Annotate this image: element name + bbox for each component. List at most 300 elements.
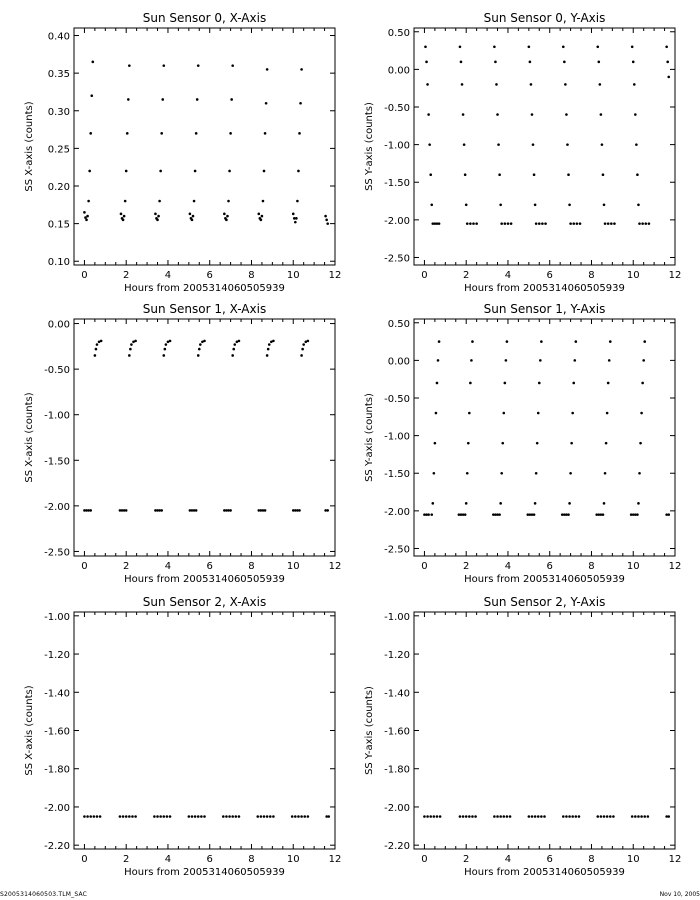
- data-point: [566, 143, 569, 146]
- data-point: [160, 132, 163, 135]
- data-point: [466, 472, 469, 475]
- x-tick-label: 12: [668, 270, 682, 281]
- data-point: [600, 815, 603, 818]
- data-point: [437, 359, 440, 362]
- data-point: [434, 442, 437, 445]
- data-point: [272, 340, 275, 343]
- y-tick-label: 0.15: [47, 219, 70, 231]
- data-point: [604, 472, 607, 475]
- y-tick-label: 0.00: [387, 65, 410, 77]
- y-tick-label: -2.00: [384, 802, 410, 814]
- data-point: [535, 222, 538, 225]
- data-point: [119, 815, 122, 818]
- data-point: [465, 204, 468, 207]
- data-point: [493, 815, 496, 818]
- y-tick-label: -1.40: [384, 688, 410, 700]
- x-tick-label: 0: [421, 561, 428, 572]
- x-axis-label: Hours from 2005314060505939: [464, 574, 625, 585]
- chart-title: Sun Sensor 0, X-Axis: [142, 11, 267, 25]
- data-point: [324, 215, 327, 218]
- y-tick-label: -1.80: [44, 764, 70, 776]
- data-point: [158, 200, 161, 203]
- data-point: [602, 173, 605, 176]
- x-tick-label: 2: [123, 270, 130, 281]
- data-point: [89, 815, 92, 818]
- data-point: [196, 98, 199, 101]
- data-point: [540, 340, 543, 343]
- data-point: [465, 815, 468, 818]
- data-point: [83, 211, 86, 214]
- data-point: [496, 815, 499, 818]
- data-point: [468, 815, 471, 818]
- x-tick-label: 8: [588, 270, 595, 281]
- data-point: [193, 200, 196, 203]
- data-point: [229, 132, 232, 135]
- data-point: [596, 46, 599, 49]
- data-point: [667, 76, 670, 79]
- y-tick-label: -0.50: [384, 394, 410, 405]
- data-point: [292, 213, 295, 216]
- data-point: [128, 815, 131, 818]
- data-point: [466, 222, 469, 225]
- data-point: [648, 222, 651, 225]
- data-point: [127, 98, 130, 101]
- data-point: [85, 219, 88, 222]
- data-point: [427, 113, 430, 116]
- data-point: [197, 815, 200, 818]
- data-point: [499, 815, 502, 818]
- y-tick-label: -2.20: [384, 841, 410, 853]
- data-point: [565, 815, 568, 818]
- x-tick-label: 10: [626, 854, 640, 865]
- chart-panel-3: [364, 302, 681, 585]
- data-point: [134, 815, 137, 818]
- data-point: [436, 382, 439, 385]
- data-point: [641, 222, 644, 225]
- data-point: [609, 815, 612, 818]
- data-point: [169, 340, 172, 343]
- data-point: [131, 815, 134, 818]
- x-tick-label: 4: [164, 270, 172, 281]
- data-point: [169, 815, 172, 818]
- data-point: [578, 815, 581, 818]
- x-tick-label: 0: [421, 270, 428, 281]
- data-point: [233, 343, 236, 346]
- plot-frame: [74, 319, 335, 556]
- y-tick-label: -1.40: [44, 688, 70, 700]
- chart-title: Sun Sensor 0, Y-Axis: [483, 11, 606, 25]
- data-point: [125, 170, 128, 173]
- x-tick-label: 6: [206, 854, 213, 865]
- data-point: [267, 348, 270, 351]
- data-point: [161, 98, 164, 101]
- data-point: [498, 513, 501, 516]
- y-tick-label: -1.60: [384, 726, 410, 738]
- data-point: [298, 132, 301, 135]
- x-tick-label: 12: [668, 854, 682, 865]
- y-axis-label: SS X-axis (counts): [24, 685, 35, 776]
- data-point: [194, 815, 197, 818]
- data-point: [299, 102, 302, 105]
- plot-frame: [74, 28, 335, 265]
- data-point: [227, 200, 230, 203]
- data-point: [189, 213, 192, 216]
- data-point: [162, 815, 165, 818]
- data-point: [430, 204, 433, 207]
- data-point: [126, 132, 129, 135]
- x-tick-label: 10: [286, 561, 300, 572]
- data-point: [469, 222, 472, 225]
- data-point: [222, 815, 225, 818]
- data-point: [537, 412, 540, 415]
- data-point: [534, 502, 537, 505]
- data-point: [198, 348, 201, 351]
- data-point: [87, 200, 90, 203]
- data-point: [562, 815, 565, 818]
- data-point: [326, 222, 329, 225]
- data-point: [262, 200, 265, 203]
- x-tick-label: 0: [81, 270, 88, 281]
- chart-panel-5: [364, 595, 681, 878]
- x-tick-label: 6: [546, 854, 553, 865]
- data-point: [327, 815, 330, 818]
- data-point: [575, 815, 578, 818]
- data-point: [295, 217, 298, 220]
- data-point: [596, 815, 599, 818]
- data-point: [96, 343, 99, 346]
- data-point: [159, 170, 162, 173]
- data-point: [230, 98, 233, 101]
- data-point: [597, 61, 600, 64]
- x-tick-label: 6: [546, 270, 553, 281]
- data-point: [165, 343, 168, 346]
- x-tick-label: 2: [123, 854, 130, 865]
- data-point: [533, 173, 536, 176]
- data-point: [609, 340, 612, 343]
- data-point: [634, 113, 637, 116]
- data-point: [579, 222, 582, 225]
- y-tick-label: 0.00: [387, 356, 410, 368]
- data-point: [256, 815, 259, 818]
- y-tick-label: -1.50: [44, 456, 70, 468]
- y-tick-label: -1.50: [384, 469, 410, 481]
- y-axis-label: SS Y-axis (counts): [364, 393, 375, 482]
- data-point: [604, 222, 607, 225]
- data-point: [426, 815, 429, 818]
- data-point: [269, 815, 272, 818]
- y-tick-label: 0.40: [47, 31, 70, 43]
- x-tick-label: 2: [463, 270, 470, 281]
- data-point: [130, 343, 133, 346]
- data-point: [439, 815, 442, 818]
- data-point: [223, 213, 226, 216]
- data-point: [667, 815, 670, 818]
- data-point: [429, 173, 432, 176]
- data-point: [506, 815, 509, 818]
- x-tick-label: 6: [206, 561, 213, 572]
- x-tick-label: 12: [328, 854, 342, 865]
- data-point: [507, 222, 510, 225]
- data-point: [159, 815, 162, 818]
- data-point: [612, 815, 615, 818]
- data-point: [643, 815, 646, 818]
- data-point: [601, 143, 604, 146]
- data-point: [635, 143, 638, 146]
- y-tick-label: 0.30: [47, 106, 70, 118]
- data-point: [572, 382, 575, 385]
- data-point: [505, 359, 508, 362]
- data-point: [639, 442, 642, 445]
- data-point: [637, 204, 640, 207]
- data-point: [428, 143, 431, 146]
- data-point: [667, 513, 670, 516]
- data-point: [231, 354, 234, 357]
- data-point: [642, 359, 645, 362]
- data-point: [563, 61, 566, 64]
- data-point: [300, 68, 303, 71]
- data-point: [538, 222, 541, 225]
- data-point: [294, 815, 297, 818]
- data-point: [156, 815, 159, 818]
- chart-panel-2: [24, 302, 341, 585]
- data-point: [194, 170, 197, 173]
- y-tick-label: -1.00: [44, 410, 70, 422]
- data-point: [134, 340, 137, 343]
- y-tick-label: -2.00: [384, 506, 410, 518]
- data-point: [569, 472, 572, 475]
- data-point: [572, 222, 575, 225]
- x-tick-label: 0: [421, 854, 428, 865]
- x-tick-label: 12: [328, 561, 342, 572]
- data-point: [160, 509, 163, 512]
- data-point: [297, 815, 300, 818]
- y-tick-label: -2.00: [44, 802, 70, 814]
- data-point: [665, 46, 668, 49]
- data-point: [430, 513, 433, 516]
- plot-frame: [74, 612, 335, 849]
- footer-filename: S2005314060503.TLM_SAC: [0, 891, 88, 898]
- data-point: [501, 442, 504, 445]
- x-axis-label: Hours from 2005314060505939: [124, 283, 285, 294]
- data-point: [499, 502, 502, 505]
- data-point: [564, 83, 567, 86]
- data-point: [534, 815, 537, 818]
- data-point: [631, 815, 634, 818]
- data-point: [294, 221, 297, 224]
- data-point: [475, 222, 478, 225]
- y-tick-label: 0.20: [47, 182, 70, 193]
- data-point: [498, 173, 501, 176]
- data-point: [162, 64, 165, 67]
- x-tick-label: 10: [286, 270, 300, 281]
- data-point: [544, 222, 547, 225]
- data-point: [567, 513, 570, 516]
- plot-frame: [414, 28, 675, 265]
- data-point: [197, 64, 200, 67]
- data-point: [436, 815, 439, 818]
- y-tick-label: -1.00: [384, 431, 410, 443]
- data-point: [463, 143, 466, 146]
- data-point: [471, 340, 474, 343]
- data-point: [540, 815, 543, 818]
- data-point: [607, 382, 610, 385]
- data-point: [605, 442, 608, 445]
- chart-title: Sun Sensor 2, X-Axis: [142, 595, 267, 609]
- data-point: [228, 170, 231, 173]
- data-point: [641, 382, 644, 385]
- data-point: [162, 354, 165, 357]
- data-point: [154, 213, 157, 216]
- data-point: [608, 359, 611, 362]
- data-point: [638, 222, 641, 225]
- y-tick-label: -1.00: [44, 611, 70, 623]
- data-point: [530, 83, 533, 86]
- data-point: [534, 204, 537, 207]
- data-point: [536, 442, 539, 445]
- data-point: [192, 215, 195, 218]
- x-tick-label: 12: [668, 561, 682, 572]
- data-point: [91, 61, 94, 64]
- data-point: [535, 472, 538, 475]
- data-point: [640, 412, 643, 415]
- data-point: [570, 442, 573, 445]
- x-tick-label: 8: [588, 561, 595, 572]
- data-point: [431, 502, 434, 505]
- data-point: [531, 113, 534, 116]
- data-point: [531, 815, 534, 818]
- data-point: [93, 815, 96, 818]
- data-point: [229, 509, 232, 512]
- data-point: [191, 815, 194, 818]
- data-point: [266, 354, 269, 357]
- data-point: [541, 222, 544, 225]
- data-point: [231, 815, 234, 818]
- data-point: [603, 204, 606, 207]
- y-tick-label: -2.50: [44, 547, 70, 559]
- data-point: [122, 219, 125, 222]
- data-point: [459, 46, 462, 49]
- data-point: [600, 113, 603, 116]
- data-point: [260, 219, 263, 222]
- data-point: [568, 815, 571, 818]
- x-axis-label: Hours from 2005314060505939: [124, 574, 285, 585]
- data-point: [599, 83, 602, 86]
- data-point: [156, 219, 159, 222]
- x-tick-label: 8: [248, 854, 255, 865]
- data-point: [88, 170, 91, 173]
- data-point: [643, 340, 646, 343]
- data-point: [423, 815, 426, 818]
- data-point: [533, 513, 536, 516]
- x-tick-label: 10: [626, 270, 640, 281]
- data-point: [264, 132, 267, 135]
- data-point: [499, 204, 502, 207]
- data-point: [124, 200, 127, 203]
- plot-frame: [414, 319, 675, 556]
- x-tick-label: 10: [626, 561, 640, 572]
- x-tick-label: 0: [81, 561, 88, 572]
- data-point: [470, 359, 473, 362]
- x-tick-label: 6: [206, 270, 213, 281]
- y-tick-label: 0.50: [387, 27, 410, 39]
- data-point: [203, 815, 206, 818]
- data-point: [238, 340, 241, 343]
- y-tick-label: -2.50: [384, 544, 410, 556]
- data-point: [265, 102, 268, 105]
- data-point: [296, 200, 299, 203]
- data-point: [120, 213, 123, 216]
- data-point: [307, 815, 310, 818]
- data-point: [571, 412, 574, 415]
- data-point: [461, 83, 464, 86]
- data-point: [468, 412, 471, 415]
- y-tick-label: -1.20: [44, 650, 70, 662]
- data-point: [424, 46, 427, 49]
- data-point: [433, 815, 436, 818]
- data-point: [199, 343, 202, 346]
- data-point: [166, 815, 169, 818]
- data-point: [86, 815, 89, 818]
- x-tick-label: 8: [248, 561, 255, 572]
- data-point: [467, 442, 470, 445]
- y-tick-label: 0.25: [47, 144, 70, 156]
- data-point: [631, 46, 634, 49]
- x-tick-label: 4: [504, 561, 512, 572]
- data-point: [469, 382, 472, 385]
- data-point: [504, 382, 507, 385]
- data-point: [576, 222, 579, 225]
- data-point: [504, 222, 507, 225]
- data-point: [632, 61, 635, 64]
- data-point: [225, 815, 228, 818]
- x-tick-label: 2: [123, 561, 130, 572]
- data-point: [291, 815, 294, 818]
- data-point: [83, 815, 86, 818]
- x-tick-label: 4: [164, 561, 172, 572]
- data-point: [128, 354, 131, 357]
- data-point: [602, 513, 605, 516]
- y-tick-label: -0.50: [384, 103, 410, 114]
- data-point: [438, 222, 441, 225]
- data-point: [123, 215, 126, 218]
- data-point: [197, 354, 200, 357]
- data-point: [238, 815, 241, 818]
- y-tick-label: 0.00: [47, 319, 70, 331]
- data-point: [300, 354, 303, 357]
- data-point: [195, 132, 198, 135]
- y-axis-label: SS X-axis (counts): [24, 392, 35, 483]
- data-point: [125, 509, 128, 512]
- data-point: [228, 815, 231, 818]
- data-point: [191, 219, 194, 222]
- data-point: [188, 815, 191, 818]
- data-point: [153, 815, 156, 818]
- y-tick-label: -2.00: [44, 501, 70, 513]
- data-point: [528, 46, 531, 49]
- data-point: [575, 340, 578, 343]
- y-tick-label: -1.20: [384, 650, 410, 662]
- data-point: [266, 815, 269, 818]
- footer-date: Nov 10, 2005: [659, 891, 700, 898]
- data-point: [89, 509, 92, 512]
- data-point: [569, 222, 572, 225]
- data-point: [538, 382, 541, 385]
- data-point: [638, 472, 641, 475]
- data-point: [497, 143, 500, 146]
- data-point: [610, 222, 613, 225]
- data-point: [465, 502, 468, 505]
- data-point: [529, 61, 532, 64]
